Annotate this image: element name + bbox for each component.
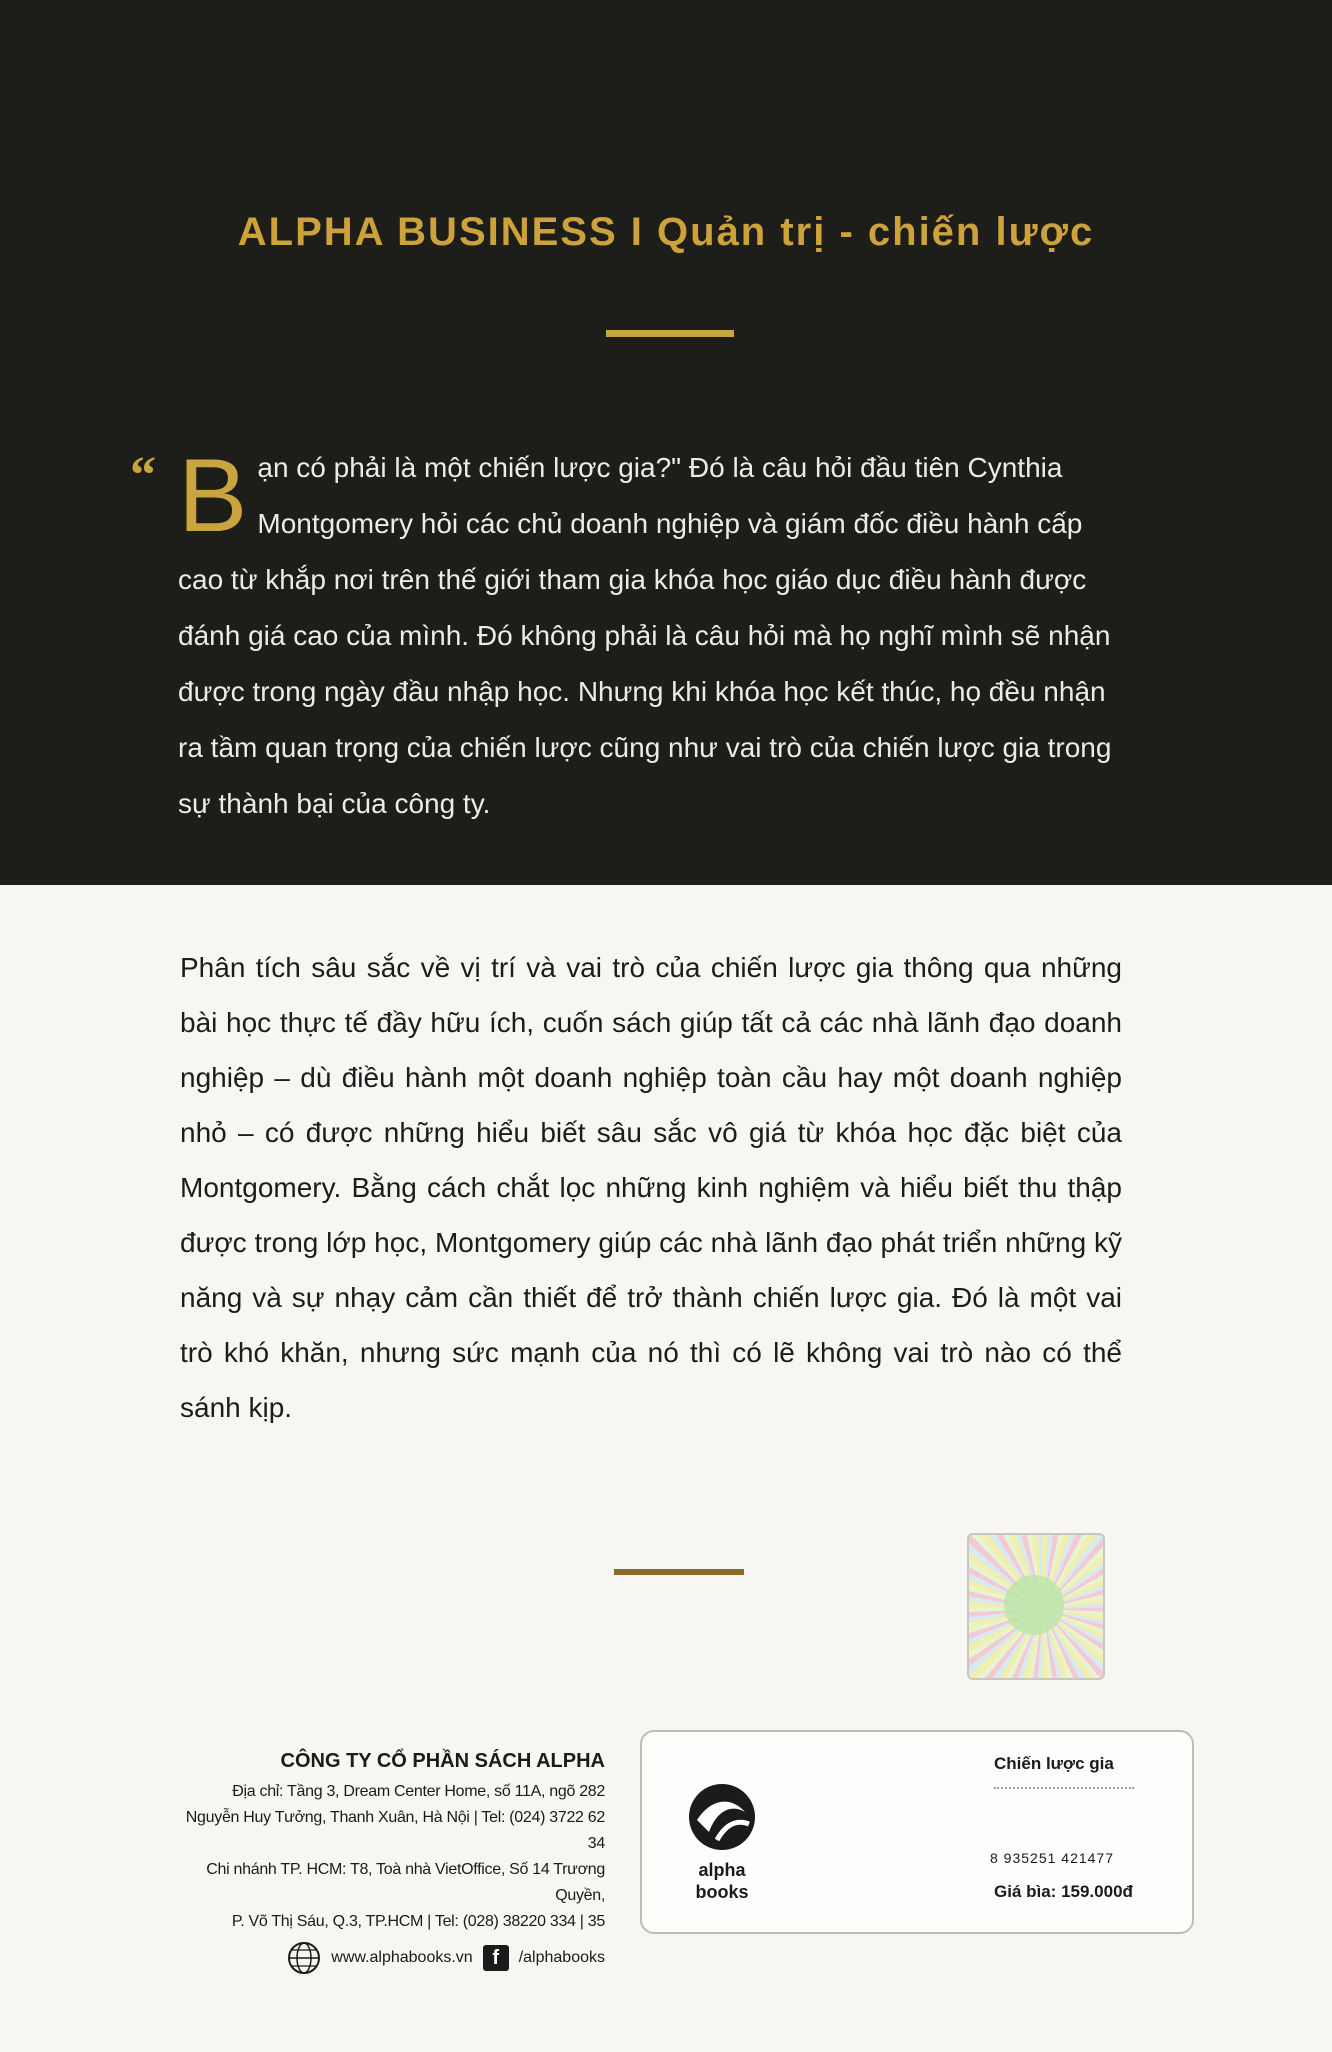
publisher-branch-1: Chi nhánh TP. HCM: T8, Toà nhà VietOffice, Số 14 Trương Quyền, bbox=[206, 1861, 605, 1904]
publisher-branch-2: P. Võ Thị Sáu, Q.3, TP.HCM | Tel: (028) 38220 334 | 35 bbox=[231, 1913, 605, 1930]
logo-word-alpha: alpha bbox=[698, 1860, 746, 1880]
facebook-icon: f bbox=[483, 1945, 509, 1971]
hologram-center bbox=[1004, 1575, 1064, 1635]
price-label bbox=[640, 1730, 1194, 1934]
alpha-books-logo bbox=[682, 1782, 762, 1901]
publisher-name: CÔNG TY CỔ PHẦN SÁCH ALPHA bbox=[280, 1750, 605, 1772]
quote-mark: “ bbox=[130, 447, 156, 504]
label-dotted-line bbox=[994, 1787, 1134, 1789]
book-description: Phân tích sâu sắc về vị trí và vai trò của chiến lược gia thông qua những bài học thực tế đầy hữu ích, cuốn sách giúp tất cả các nhà lãnh đạo doanh nghiệp – dù điều hành một doanh nghiệp toàn cầu hay một doanh nghiệp nhỏ – có được những hiểu biết sâu sắc vô giá từ khóa học đặc biệt của Montgomery. Bằng cách chắt lọc những kinh nghiệm và hiểu biết thu thập được trong lớp học, Montgomery giúp các nhà lãnh đạo phát triển những kỹ năng và sự nhạy cảm cần thiết để trở thành chiến lược gia. Đó là một vai trò khó khăn, nhưng sức mạnh của nó thì có lẽ không vai trò nào có thể sánh kịp. bbox=[180, 952, 1122, 1423]
gold-divider-top bbox=[606, 330, 734, 337]
gold-divider-bottom bbox=[614, 1569, 744, 1575]
publisher-address-2: Nguyễn Huy Tưởng, Thanh Xuân, Hà Nội | Tel: (024) 3722 62 34 bbox=[185, 1809, 605, 1852]
intro-quote-text: ạn có phải là một chiến lược gia?" Đó là câu hỏi đầu tiên Cynthia Montgomery hỏi các chủ doanh nghiệp và giám đốc điều hành cấp cao từ khắp nơi trên thế giới tham gia khóa học giáo dục điều hành được đánh giá cao của mình. Đó không phải là câu hỏi mà họ nghĩ mình sẽ nhận được trong ngày đầu nhập học. Nhưng khi khóa học kết thúc, họ đều nhận ra tầm quan trọng của chiến lược cũng như vai trò của chiến lược gia trong sự thành bại của công ty. bbox=[178, 452, 1112, 819]
dark-cover-panel bbox=[0, 0, 1332, 885]
barcode-number: 8 935251 421477 bbox=[990, 1850, 1114, 1866]
label-book-title: Chiến lược gia bbox=[994, 1754, 1114, 1773]
alpha-logo-icon bbox=[687, 1782, 757, 1852]
publisher-info bbox=[170, 1750, 605, 1975]
publisher-address-1: Địa chỉ: Tầng 3, Dream Center Home, số 11A, ngõ 282 bbox=[232, 1783, 605, 1800]
cover-price: Giá bìa: 159.000đ bbox=[994, 1882, 1133, 1901]
logo-word-books: books bbox=[695, 1882, 749, 1902]
hologram-sticker bbox=[967, 1533, 1105, 1680]
publisher-links bbox=[170, 1941, 605, 1975]
series-title: ALPHA BUSINESS I Quản trị - chiến lược bbox=[237, 210, 1095, 254]
globe-icon bbox=[287, 1941, 321, 1975]
website-link[interactable]: www.alphabooks.vn bbox=[331, 1949, 473, 1966]
drop-cap: B bbox=[178, 438, 248, 554]
facebook-link[interactable]: /alphabooks bbox=[518, 1949, 605, 1966]
intro-quote bbox=[178, 440, 1128, 832]
